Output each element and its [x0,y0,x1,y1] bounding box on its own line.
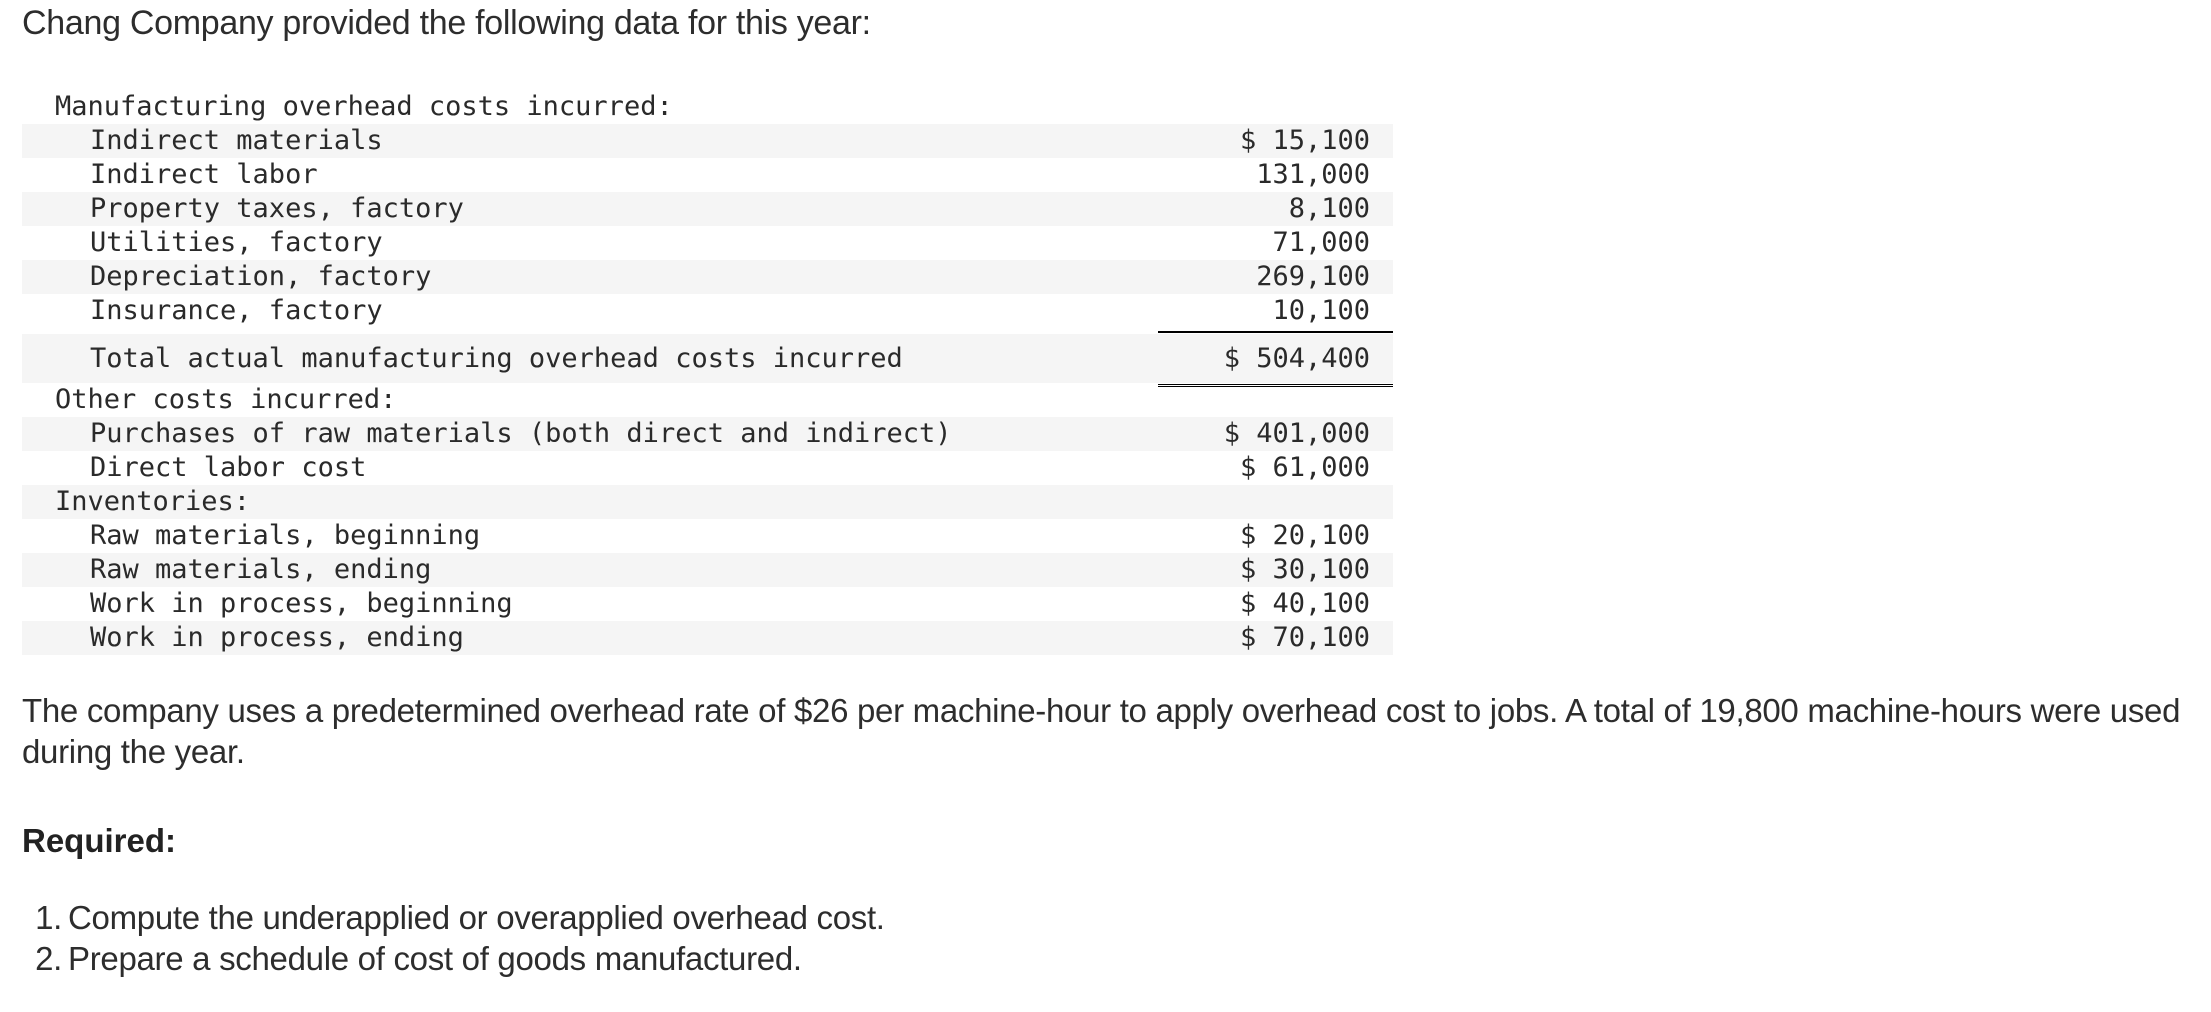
row-value: $ 15,100 [1239,125,1370,156]
row-label: Indirect labor [90,159,318,190]
problem-paragraph: The company uses a predetermined overhead rate of $26 per machine-hour to apply overhead cost to jobs. A total of 19,800 machine-hours were used during the year. [22,692,2181,770]
row-value: 269,100 [1256,261,1370,292]
total-single-rule [1158,331,1393,333]
row-value: $ 40,100 [1239,588,1370,619]
required-item-number: 1. [35,899,62,936]
section-heading-label: Manufacturing overhead costs incurred: [55,91,673,122]
required-item [22,897,885,938]
row-value: $ 20,100 [1239,520,1370,551]
row-label: Work in process, beginning [90,588,513,619]
intro-text: Chang Company provided the following data for this year: [22,4,871,42]
section-heading-label: Inventories: [55,486,251,517]
table-row [22,294,1393,328]
row-value: 131,000 [1256,159,1370,190]
table-row [22,192,1393,226]
table-row [22,260,1393,294]
required-item [22,938,885,979]
table-row [22,226,1393,260]
table-row [22,451,1393,485]
row-value: 10,100 [1272,295,1370,326]
row-label: Depreciation, factory [90,261,432,292]
table-row [22,621,1393,655]
section-heading-overhead [22,90,1393,124]
row-label: Raw materials, ending [90,554,432,585]
table-row [22,553,1393,587]
section-heading-inventories [22,485,1393,519]
row-value: $ 61,000 [1239,452,1370,483]
row-label: Indirect materials [90,125,383,156]
table-row [22,587,1393,621]
table-row [22,417,1393,451]
row-value: $ 30,100 [1239,554,1370,585]
row-value: $ 401,000 [1223,418,1370,449]
required-heading: Required: [22,822,177,859]
section-heading-label: Other costs incurred: [55,384,397,415]
row-label: Property taxes, factory [90,193,464,224]
total-label: Total actual manufacturing overhead costs incurred [90,343,903,374]
required-item-number: 2. [35,940,62,977]
row-value: 8,100 [1288,193,1370,224]
table-row [22,124,1393,158]
cost-data-table [22,90,1393,655]
row-label: Work in process, ending [90,622,464,653]
required-item-text: Compute the underapplied or overapplied overhead cost. [68,899,885,936]
required-list [22,897,885,979]
row-label: Utilities, factory [90,227,383,258]
row-label: Insurance, factory [90,295,383,326]
total-value: $ 504,400 [1223,343,1370,374]
row-value: $ 70,100 [1239,622,1370,653]
row-label: Direct labor cost [90,452,367,483]
section-heading-other [22,383,1393,417]
table-row [22,158,1393,192]
row-label: Purchases of raw materials (both direct and indirect) [90,418,952,449]
row-value: 71,000 [1272,227,1370,258]
required-item-text: Prepare a schedule of cost of goods manufactured. [68,940,802,977]
row-label: Raw materials, beginning [90,520,481,551]
table-row [22,519,1393,553]
total-row [22,334,1393,383]
